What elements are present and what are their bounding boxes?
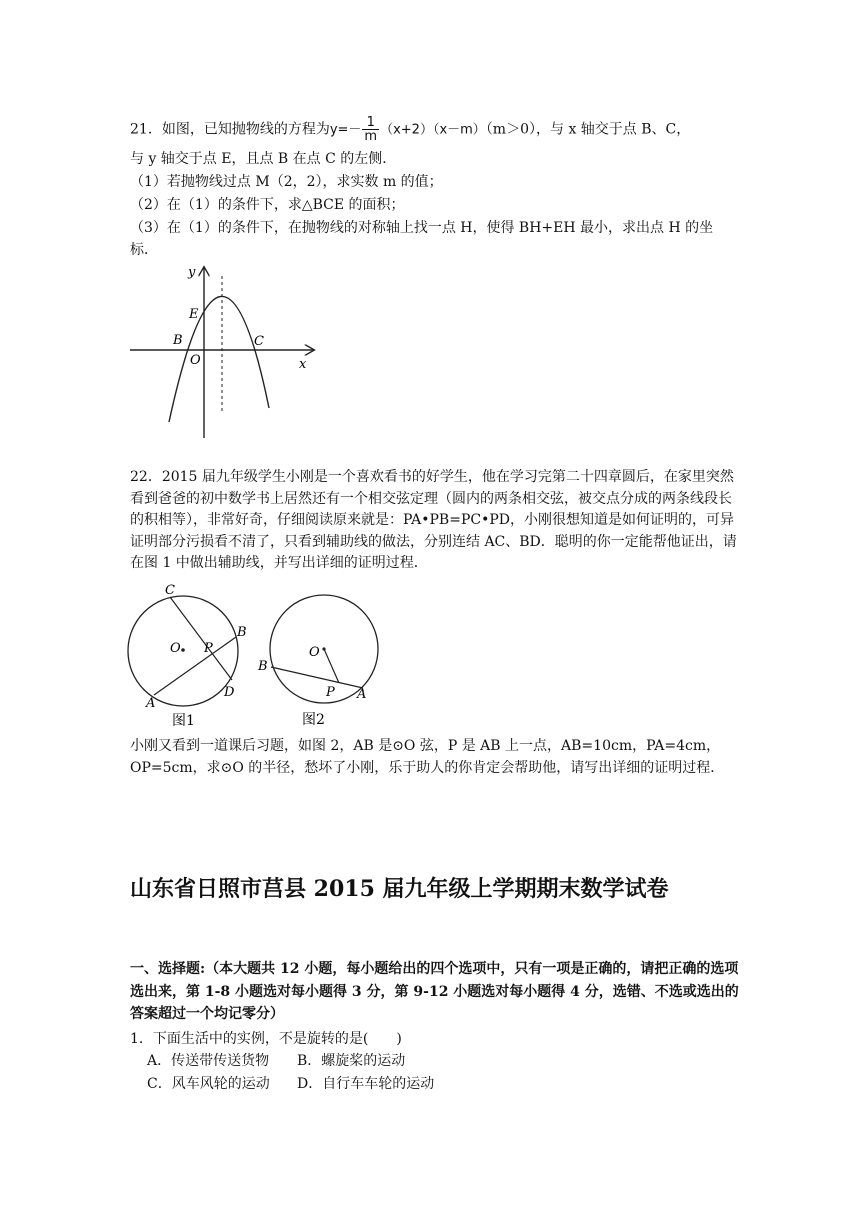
parabola-curve <box>169 296 269 422</box>
fig2-label-A: A <box>357 687 367 702</box>
fig2-label-P: P <box>326 685 335 700</box>
label-B: B <box>173 333 183 348</box>
segment-OP <box>324 649 339 683</box>
q1-option-D: D．自行车车轮的运动 <box>297 1076 435 1092</box>
q21-part1: （1）若抛物线过点 M（2，2），求实数 m 的值； <box>130 174 443 190</box>
q21-part3a: （3）在（1）的条件下，在抛物线的对称轴上找一点 H，使得 BH+EH 最小，求出点 H 的坐 <box>130 220 714 236</box>
q21-fraction <box>362 116 379 143</box>
fig1-label-P: P <box>204 641 213 656</box>
q21-eq-lhs: y=－ <box>329 122 362 138</box>
q21-intro-b: （m＞0），与 x 轴交于点 B、C， <box>485 121 691 138</box>
q22-figure1 <box>125 582 260 730</box>
q21-line2: 与 y 轴交于点 E，且点 B 在点 C 的左侧． <box>130 151 397 167</box>
fig1-label-A: A <box>146 696 156 711</box>
q21-intro: 21．如图，已知抛物线的方程为 <box>130 121 330 138</box>
chord-AB-fig2 <box>271 667 363 688</box>
fig1-label-O: O <box>170 641 181 656</box>
q21-frac-num: 1 <box>362 116 379 130</box>
q21-parabola-figure <box>128 262 323 442</box>
q22-paragraph2: 小刚又看到一道课后习题，如图 2，AB 是⊙O 弦，P 是 AB 上一点，AB=10cm，PA=4cm，OP=5cm，求⊙O 的半径，愁坏了小刚，乐于助人的你肯定会帮助他，请写出详细的证明过程． <box>130 738 725 776</box>
label-x: x <box>299 357 307 372</box>
fig2-caption: 图2 <box>302 712 325 728</box>
q1-stem: 1．下面生活中的实例，不是旋转的是( ) <box>130 1031 402 1047</box>
q21-part2: （2）在（1）的条件下，求△BCE 的面积； <box>130 197 405 213</box>
label-C: C <box>254 334 264 349</box>
label-y: y <box>188 265 196 280</box>
exam-title: 山东省日照市莒县 2015 届九年级上学期期末数学试卷 <box>130 876 669 902</box>
fig1-caption: 图1 <box>172 713 195 729</box>
q21-line1 <box>130 116 690 143</box>
fig2-label-O: O <box>309 645 320 660</box>
fig1-label-C: C <box>165 583 175 598</box>
q1-option-A: A．传送带传送货物 <box>147 1053 270 1069</box>
label-E: E <box>189 307 199 322</box>
fig1-label-B: B <box>237 625 247 640</box>
q21-eq-rhs: （x+2）（x－m） <box>380 122 486 138</box>
q22-paragraph1: 22．2015 届九年级学生小刚是一个喜欢看书的好学生，他在学习完第二十四章圆后，在家里突然看到爸爸的初中数学书上居然还有一个相交弦定理（圆内的两条相交弦，被交点分成的两条线段长的积相等），非常好奇，仔细阅读原来就是：PA•PB=PC•PD，小刚很想知道是如何证明的，可异证明部分污损看不清了，只看到辅助线的做法，分别连结 AC、BD．聪明的你一定能帮他证出，请在图 1 中做出辅助线，并写出详细的证明过程． <box>130 469 737 571</box>
q21-frac-den: m <box>364 129 378 144</box>
section1-heading: 一、选择题:（本大题共 12 小题，每小题给出的四个选项中，只有一项是正确的，请把正确的选项选出来，第 1-8 小题选对每小题得 3 分，第 9-12 小题选对每小题得 4 分，选错、不选或选出的答案超过一个均记零分） <box>130 961 739 1022</box>
chord-CD <box>170 597 232 680</box>
label-O: O <box>190 353 201 368</box>
fig2-label-B: B <box>258 659 268 674</box>
q1-option-C: C．风车风轮的运动 <box>147 1076 270 1092</box>
fig1-center-dot <box>181 648 185 652</box>
q1-option-B: B．螺旋桨的运动 <box>297 1053 406 1069</box>
fig2-center-dot <box>322 647 325 650</box>
q22-figure2 <box>255 588 385 728</box>
q21-part3b: 标． <box>130 242 158 258</box>
fig1-label-D: D <box>224 685 235 700</box>
